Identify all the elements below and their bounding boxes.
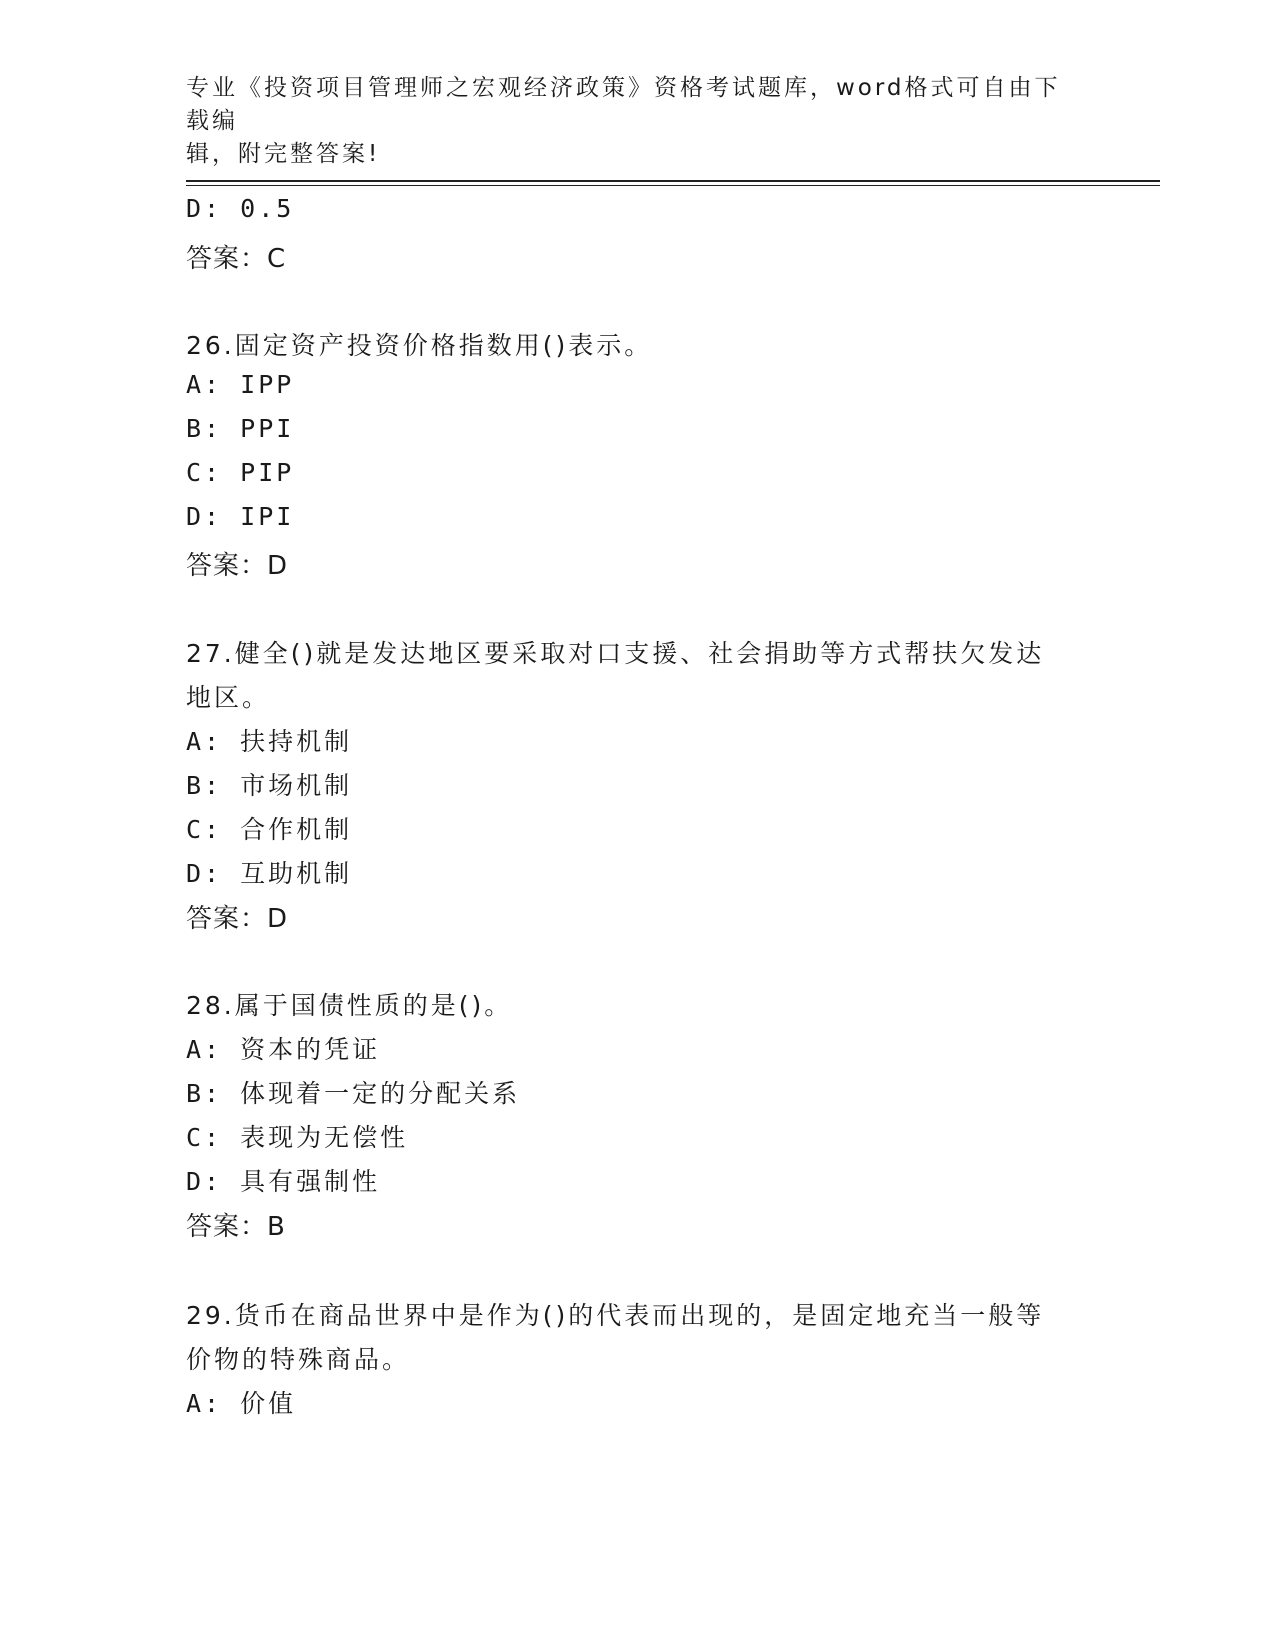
q27-answer: 答案：D [186,904,289,934]
q28-option-c: C: 表现为无偿性 [186,1123,409,1152]
q26-answer: 答案：D [186,551,289,581]
q29-stem-line-2: 价物的特殊商品。 [186,1345,411,1374]
q26-option-b: B: PPI [186,414,295,443]
q27-option-a: A: 扶持机制 [186,727,353,756]
q28-stem: 28.属于国债性质的是()。 [186,991,513,1020]
prev-option-d: D: 0.5 [186,194,295,223]
q29-option-a: A: 价值 [186,1389,297,1418]
header-line-1: 专业《投资项目管理师之宏观经济政策》资格考试题库，word格式可自由下载编 [186,75,1061,134]
q27-stem-line-2: 地区。 [186,683,271,712]
q28-option-b: B: 体现着一定的分配关系 [186,1079,521,1108]
document-header [186,72,1066,171]
q26-option-c: C: PIP [186,458,295,487]
q27-stem-line-1: 27.健全()就是发达地区要采取对口支援、社会捐助等方式帮扶欠发达 [186,639,1045,668]
q28-option-a: A: 资本的凭证 [186,1035,381,1064]
header-line-2: 辑，附完整答案! [186,141,381,167]
prev-answer: 答案：C [186,244,287,274]
q27-option-d: D: 互助机制 [186,859,353,888]
header-divider-thin [186,185,1160,186]
q26-stem: 26.固定资产投资价格指数用()表示。 [186,331,653,360]
q29-stem-line-1: 29.货币在商品世界中是作为()的代表而出现的，是固定地充当一般等 [186,1301,1045,1330]
q27-option-c: C: 合作机制 [186,815,353,844]
q26-option-a: A: IPP [186,370,295,399]
q28-answer: 答案：B [186,1212,286,1242]
q28-option-d: D: 具有强制性 [186,1167,381,1196]
header-divider-thick [186,180,1160,182]
q27-option-b: B: 市场机制 [186,771,353,800]
q26-option-d: D: IPI [186,502,295,531]
